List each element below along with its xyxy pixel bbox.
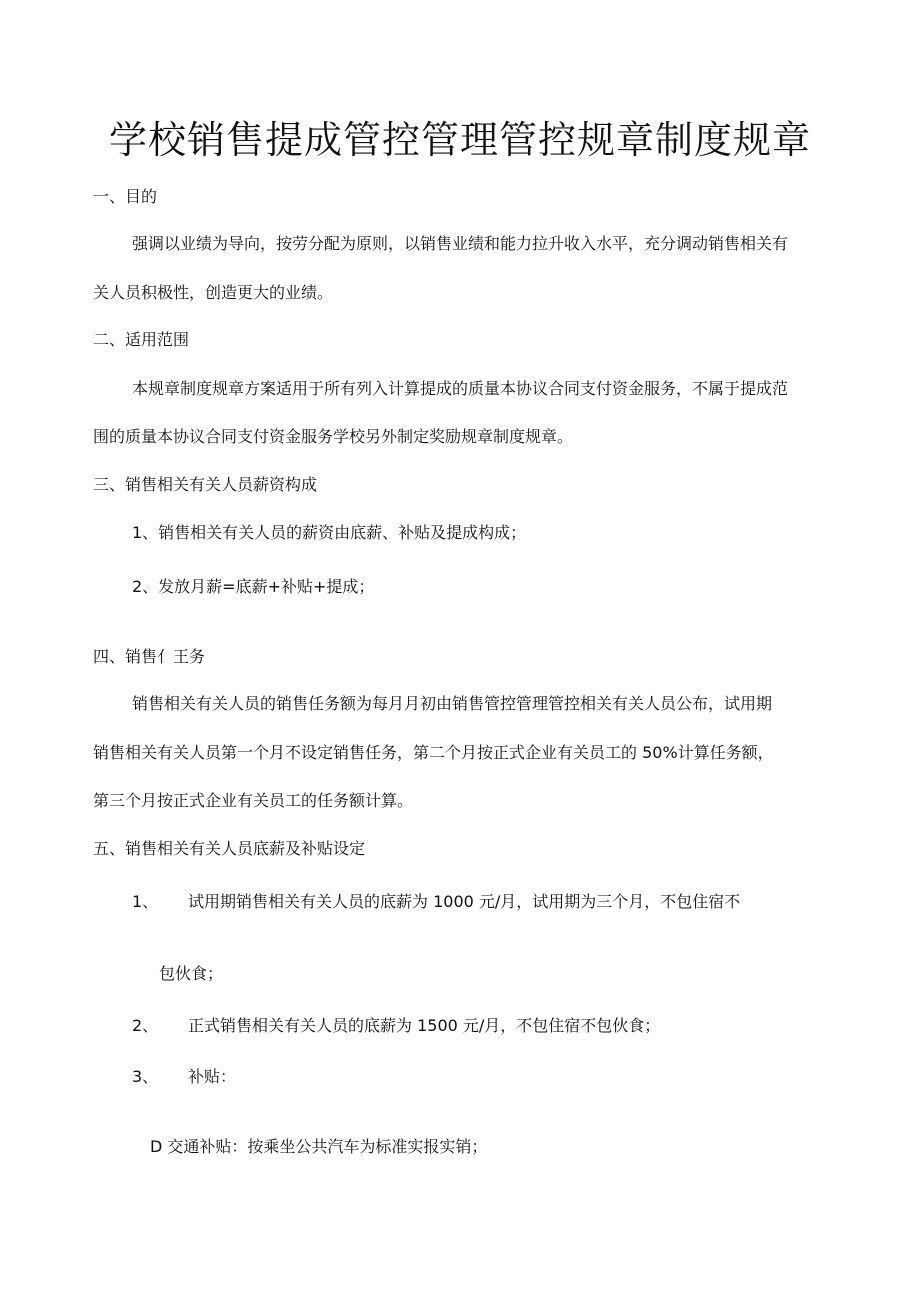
section-heading-base-pay: 五、销售相关有关人员底薪及补贴设定 (93, 839, 366, 858)
paragraph-task-line-2: 销售相关有关人员第一个月不设定销售任务，第二个月按正式企业有关员工的 50%计算任务额， (93, 743, 774, 762)
list-number: 1、 (132, 892, 159, 911)
paragraph-scope-line-2: 围的质量本协议合同支付资金服务学校另外制定奖励规章制度规章。 (93, 427, 574, 446)
list-text: 补贴： (188, 1067, 237, 1086)
list-item-salary-2: 2、发放月薪=底薪+补贴+提成； (132, 577, 375, 596)
document-title: 学校销售提成管控管理管控规章制度规章 (108, 118, 811, 162)
paragraph-purpose-line-2: 关人员积极性，创造更大的业绩。 (93, 283, 334, 302)
list-item-base-pay-1 (132, 891, 740, 913)
list-item-base-pay-3 (132, 1066, 236, 1088)
paragraph-task-line-1: 销售相关有关人员的销售任务额为每月月初由销售管控管理管控相关有关人员公布，试用期 (132, 694, 773, 713)
list-item-salary-1: 1、销售相关有关人员的薪资由底薪、补贴及提成构成； (132, 523, 527, 542)
list-text: 正式销售相关有关人员的底薪为 1500 元/月，不包住宿不包伙食； (188, 1016, 661, 1035)
section-heading-scope: 二、适用范围 (93, 330, 190, 349)
list-item-base-pay-2 (132, 1015, 660, 1037)
list-text: 试用期销售相关有关人员的底薪为 1000 元/月，试用期为三个月，不包住宿不 (188, 892, 741, 911)
section-heading-task: 四、销售亻王务 (93, 647, 206, 666)
paragraph-scope-line-1: 本规章制度规章方案适用于所有列入计算提成的质量本协议合同支付资金服务，不属于提成范 (132, 379, 789, 398)
section-heading-purpose: 一、目的 (93, 187, 158, 206)
list-number: 3、 (132, 1067, 159, 1086)
sub-item-transport-allowance: D 交通补贴：按乘坐公共汽车为标准实报实销； (150, 1137, 488, 1156)
paragraph-purpose-line-1: 强调以业绩为导向，按劳分配为原则，以销售业绩和能力拉升收入水平，充分调动销售相关有 (132, 234, 789, 253)
list-item-base-pay-1-continued: 包伙食； (159, 964, 224, 983)
paragraph-task-line-3: 第三个月按正式企业有关员工的任务额计算。 (93, 791, 414, 810)
section-heading-salary: 三、销售相关有关人员薪资构成 (93, 475, 318, 494)
list-number: 2、 (132, 1016, 159, 1035)
